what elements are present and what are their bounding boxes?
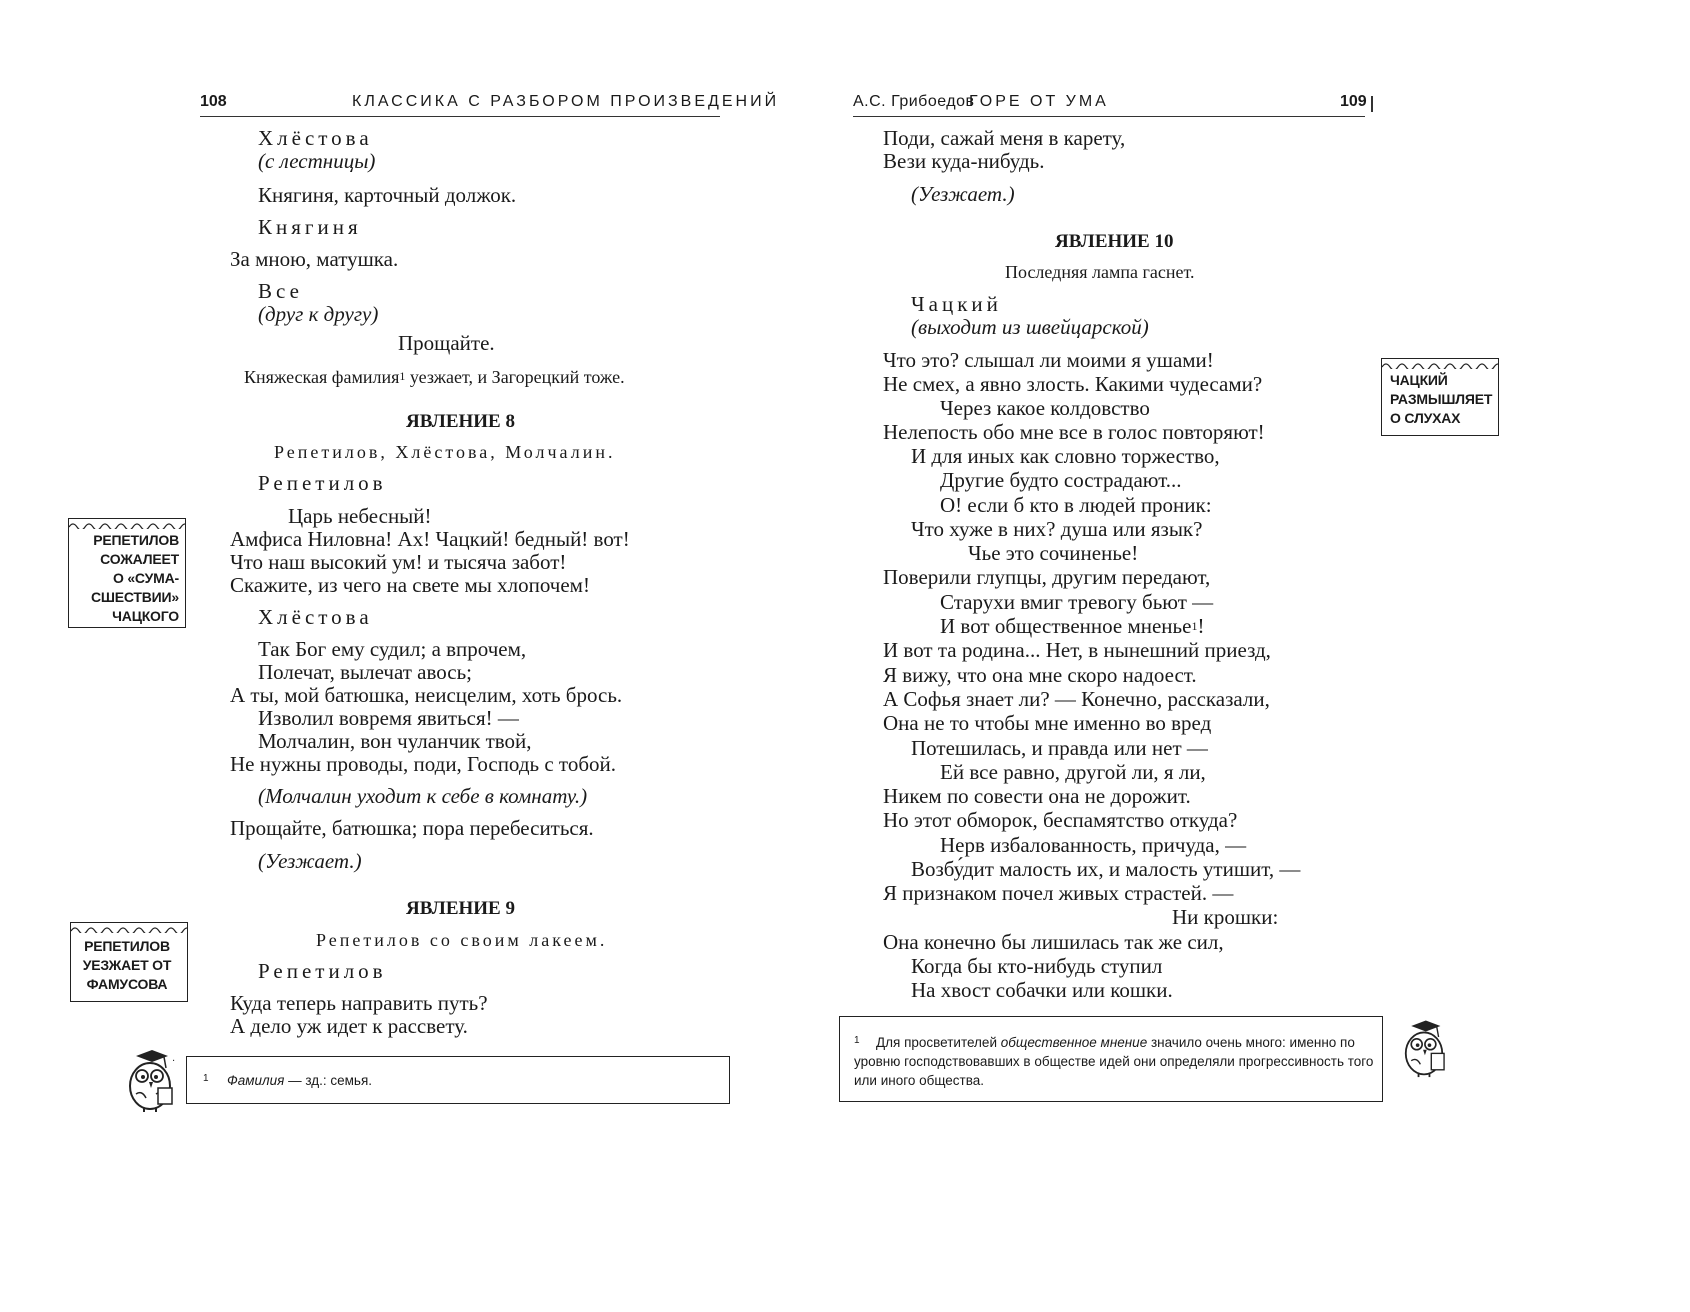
- verse-line: Ни крошки:: [1172, 905, 1279, 929]
- footnote-definition: — зд.: семья.: [284, 1073, 373, 1088]
- footnote-ref: 1: [1191, 619, 1198, 633]
- header-bar: [1371, 96, 1373, 112]
- left-running-header: [200, 92, 780, 117]
- verse-line: Поди, сажай меня в карету,: [883, 126, 1126, 150]
- margin-note-text: РЕПЕТИЛОВ УЕЗЖАЕТ ОТ ФАМУСОВА: [82, 938, 172, 992]
- scene-heading: ЯВЛЕНИЕ 8: [406, 411, 515, 432]
- verse-line: За мною, матушка.: [230, 247, 399, 271]
- verse-line: Полечат, вылечат авось;: [258, 660, 473, 684]
- verse-line: Куда теперь направить путь?: [230, 991, 488, 1015]
- verse-text: !: [1197, 614, 1205, 638]
- scene-cast: Репетилов со своим лакеем.: [316, 930, 608, 950]
- stage-note-text: уезжает, и Загорецкий тоже.: [405, 367, 625, 387]
- verse-line: Царь небесный!: [288, 504, 432, 528]
- footnote-box: [186, 1056, 730, 1104]
- footnote-text-part: Для просветителей: [876, 1035, 1001, 1050]
- footnote-text: [227, 1071, 372, 1090]
- verse-line: Возбу́дит малость их, и малость утишит, —: [911, 857, 1301, 881]
- speaker-name: Все: [258, 279, 303, 303]
- wavy-edge: [71, 925, 187, 933]
- verse-line: Через какое колдовство: [940, 396, 1150, 420]
- verse-line: Изволил вовремя явиться! —: [258, 706, 519, 730]
- verse-line: И для иных как словно торжество,: [911, 444, 1220, 468]
- stage-direction: (Уезжает.): [258, 849, 362, 873]
- verse-line: Не нужны проводы, поди, Господь с тобой.: [230, 752, 616, 776]
- verse-line: Что наш высокий ум! и тысяча забот!: [230, 550, 567, 574]
- verse-line: На хвост собачки или кошки.: [911, 978, 1173, 1002]
- verse-line: Амфиса Ниловна! Ах! Чацкий! бедный! вот!: [230, 527, 630, 551]
- stage-direction: (выходит из швейцарской): [911, 315, 1149, 339]
- scene-note: Последняя лампа гаснет.: [1005, 262, 1195, 282]
- book-title: ГОРЕ ОТ УМА: [969, 93, 1109, 110]
- right-running-header: [853, 92, 1365, 117]
- verse-line: И вот та родина... Нет, в нынешний приезд,: [883, 638, 1271, 662]
- verse-line: Я признаком почел живых страстей. —: [883, 881, 1234, 905]
- verse-line: А Софья знает ли? — Конечно, рассказали,: [883, 687, 1270, 711]
- margin-note-text: ЧАЦКИЙ РАЗМЫШЛЯЕТ О СЛУХАХ: [1390, 372, 1493, 426]
- verse-line: Что это? слышал ли моими я ушами!: [883, 348, 1214, 372]
- stage-direction: (Молчалин уходит к себе в комнату.): [258, 784, 588, 808]
- verse-line: А дело уж идет к рассвету.: [230, 1014, 468, 1038]
- verse-line: Княгиня, карточный должок.: [258, 183, 517, 207]
- verse-line: [940, 613, 1204, 639]
- verse-line: Другие будто сострадают...: [940, 468, 1182, 492]
- speaker-name: Репетилов: [258, 959, 387, 983]
- footnote-box: [839, 1016, 1383, 1102]
- verse-line: А ты, мой батюшка, неисцелим, хоть брось.: [230, 683, 623, 707]
- verse-line: Она не то чтобы мне именно во вред: [883, 711, 1212, 735]
- speaker-name: Хлёстова: [258, 126, 373, 150]
- footnote-text-part: значило очень много: именно по: [1147, 1035, 1355, 1050]
- footnote-line: [854, 1033, 1368, 1052]
- speaker-name: Княгиня: [258, 215, 362, 239]
- verse-line: О! если б кто в людей проник:: [940, 493, 1212, 517]
- verse-line: Нелепость обо мне все в голос повторяют!: [883, 420, 1265, 444]
- verse-line: Никем по совести она не дорожит.: [883, 784, 1191, 808]
- scene-heading: ЯВЛЕНИЕ 10: [1055, 231, 1174, 252]
- scene-heading: ЯВЛЕНИЕ 9: [406, 898, 515, 919]
- page-number: 109: [1340, 93, 1367, 110]
- stage-direction: (друг к другу): [258, 302, 379, 326]
- footnote-text: [854, 1033, 1374, 1090]
- footnote-marker: 1: [854, 1035, 860, 1046]
- verse-line: Она конечно бы лишилась так же сил,: [883, 930, 1224, 954]
- speaker-name: Хлёстова: [258, 605, 373, 629]
- footnote-line: или иного общества.: [854, 1073, 985, 1088]
- page-number: 108: [200, 93, 227, 110]
- verse-line: Но этот обморок, беспамятство откуда?: [883, 808, 1238, 832]
- verse-line: Ей все равно, другой ли, я ли,: [940, 760, 1206, 784]
- book-author: А.С. Грибоедов: [853, 93, 975, 110]
- stage-direction: (с лестницы): [258, 149, 376, 173]
- footnote-marker: 1: [203, 1073, 209, 1084]
- wavy-edge: [1382, 361, 1498, 369]
- verse-line: Когда бы кто-нибудь ступил: [911, 954, 1163, 978]
- right-page: [845, 0, 1690, 1312]
- verse-line: Я вижу, что она мне скоро надоест.: [883, 663, 1197, 687]
- stage-note-text: Княжеская фамилия: [244, 367, 400, 387]
- verse-line: Старухи вмиг тревогу бьют —: [940, 590, 1214, 614]
- stage-note: [244, 364, 625, 390]
- stage-direction: (Уезжает.): [911, 182, 1015, 206]
- svg-text:·: ·: [172, 1056, 176, 1067]
- margin-note: [68, 518, 186, 628]
- verse-line: Поверили глупцы, другим передают,: [883, 565, 1211, 589]
- footnote-term: Фамилия: [227, 1073, 285, 1088]
- book-series-title: КЛАССИКА С РАЗБОРОМ ПРОИЗВЕДЕНИЙ: [352, 93, 780, 110]
- verse-line: Вези куда-нибудь.: [883, 149, 1045, 173]
- verse-line: Потешилась, и правда или нет —: [911, 736, 1208, 760]
- verse-line: Скажите, из чего на свете мы хлопочем!: [230, 573, 590, 597]
- margin-note: [1381, 358, 1499, 436]
- wavy-edge: [69, 521, 185, 529]
- verse-text: И вот общественное мненье: [940, 614, 1192, 638]
- footnote-ref: 1: [399, 369, 406, 383]
- margin-note-text: РЕПЕТИЛОВ СОЖАЛЕЕТ О «СУМА- СШЕСТВИИ» ЧАЦКОГО: [90, 532, 179, 624]
- speaker-name: Репетилов: [258, 471, 387, 495]
- speaker-name: Чацкий: [911, 292, 1002, 316]
- verse-line: Так Бог ему судил; а впрочем,: [258, 637, 527, 661]
- verse-line: Что хуже в них? душа или язык?: [911, 517, 1203, 541]
- scene-cast: Репетилов, Хлёстова, Молчалин.: [274, 442, 616, 462]
- margin-note: [70, 922, 188, 1002]
- owl-mascot-icon: [1393, 1016, 1455, 1078]
- footnote-line: уровню господствовавших в обществе идей они определяли прогрессивность того: [854, 1054, 1374, 1069]
- owl-mascot-icon: [116, 1046, 184, 1112]
- verse-line: Не смех, а явно злость. Какими чудесами?: [883, 372, 1263, 396]
- verse-line: Молчалин, вон чуланчик твой,: [258, 729, 532, 753]
- verse-line: Нерв избалованность, причуда, —: [940, 833, 1247, 857]
- verse-line: Чье это сочиненье!: [968, 541, 1139, 565]
- footnote-term: общественное мнение: [1000, 1035, 1148, 1050]
- verse-line: Прощайте.: [398, 331, 495, 355]
- verse-line: Прощайте, батюшка; пора перебеситься.: [230, 816, 594, 840]
